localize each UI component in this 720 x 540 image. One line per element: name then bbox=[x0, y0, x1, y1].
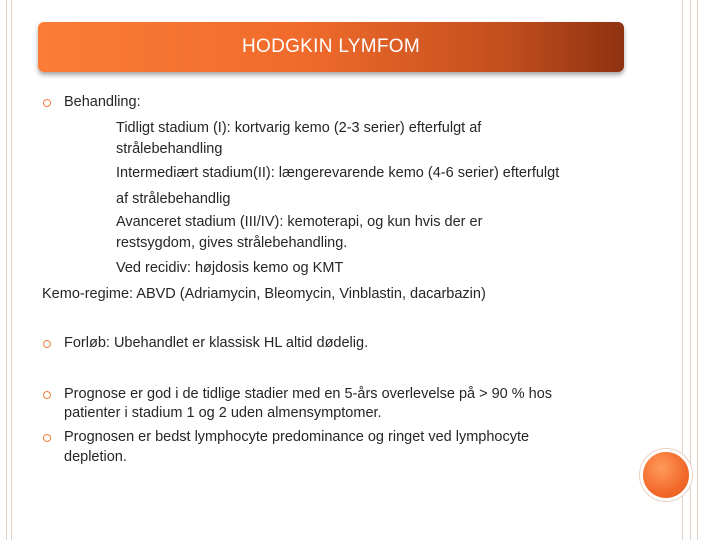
treatment-heading: Behandling: bbox=[64, 94, 141, 110]
bullet-icon bbox=[43, 340, 51, 348]
stage-early-line-2: strålebehandling bbox=[116, 141, 223, 157]
bullet-icon bbox=[43, 99, 51, 107]
course-line: Forløb: Ubehandlet er klassisk HL altid dødelig. bbox=[64, 335, 369, 351]
stage-advanced-line-2: restsygdom, gives strålebehandling. bbox=[116, 235, 348, 251]
prognosis-2-line-1: Prognosen er bedst lymphocyte predominance og ringet ved lymphocyte bbox=[64, 429, 530, 445]
stage-intermediate-line-1: Intermediært stadium(II): længerevarende kemo (4-6 serier) efterfulgt bbox=[116, 165, 560, 181]
stage-early-line-1: Tidligt stadium (I): kortvarig kemo (2-3 serier) efterfulgt af bbox=[116, 120, 482, 136]
regimen-line: Kemo-regime: ABVD (Adriamycin, Bleomycin, Vinblastin, dacarbazin) bbox=[42, 286, 486, 302]
prognosis-1-line-2: patienter i stadium 1 og 2 uden almensymptomer. bbox=[64, 405, 382, 421]
bullet-icon bbox=[43, 434, 51, 442]
relapse-line: Ved recidiv: højdosis kemo og KMT bbox=[116, 260, 344, 276]
prognosis-2-line-2: depletion. bbox=[64, 449, 127, 465]
stage-advanced-line-1: Avanceret stadium (III/IV): kemoterapi, og kun hvis der er bbox=[116, 214, 483, 230]
prognosis-1-line-1: Prognose er god i de tidlige stadier med en 5-års overlevelse på > 90 % hos bbox=[64, 386, 553, 402]
slide-title: HODGKIN LYMFOM bbox=[241, 36, 421, 57]
bullet-icon bbox=[43, 391, 51, 399]
stage-intermediate-line-2: af strålebehandlig bbox=[116, 191, 231, 207]
